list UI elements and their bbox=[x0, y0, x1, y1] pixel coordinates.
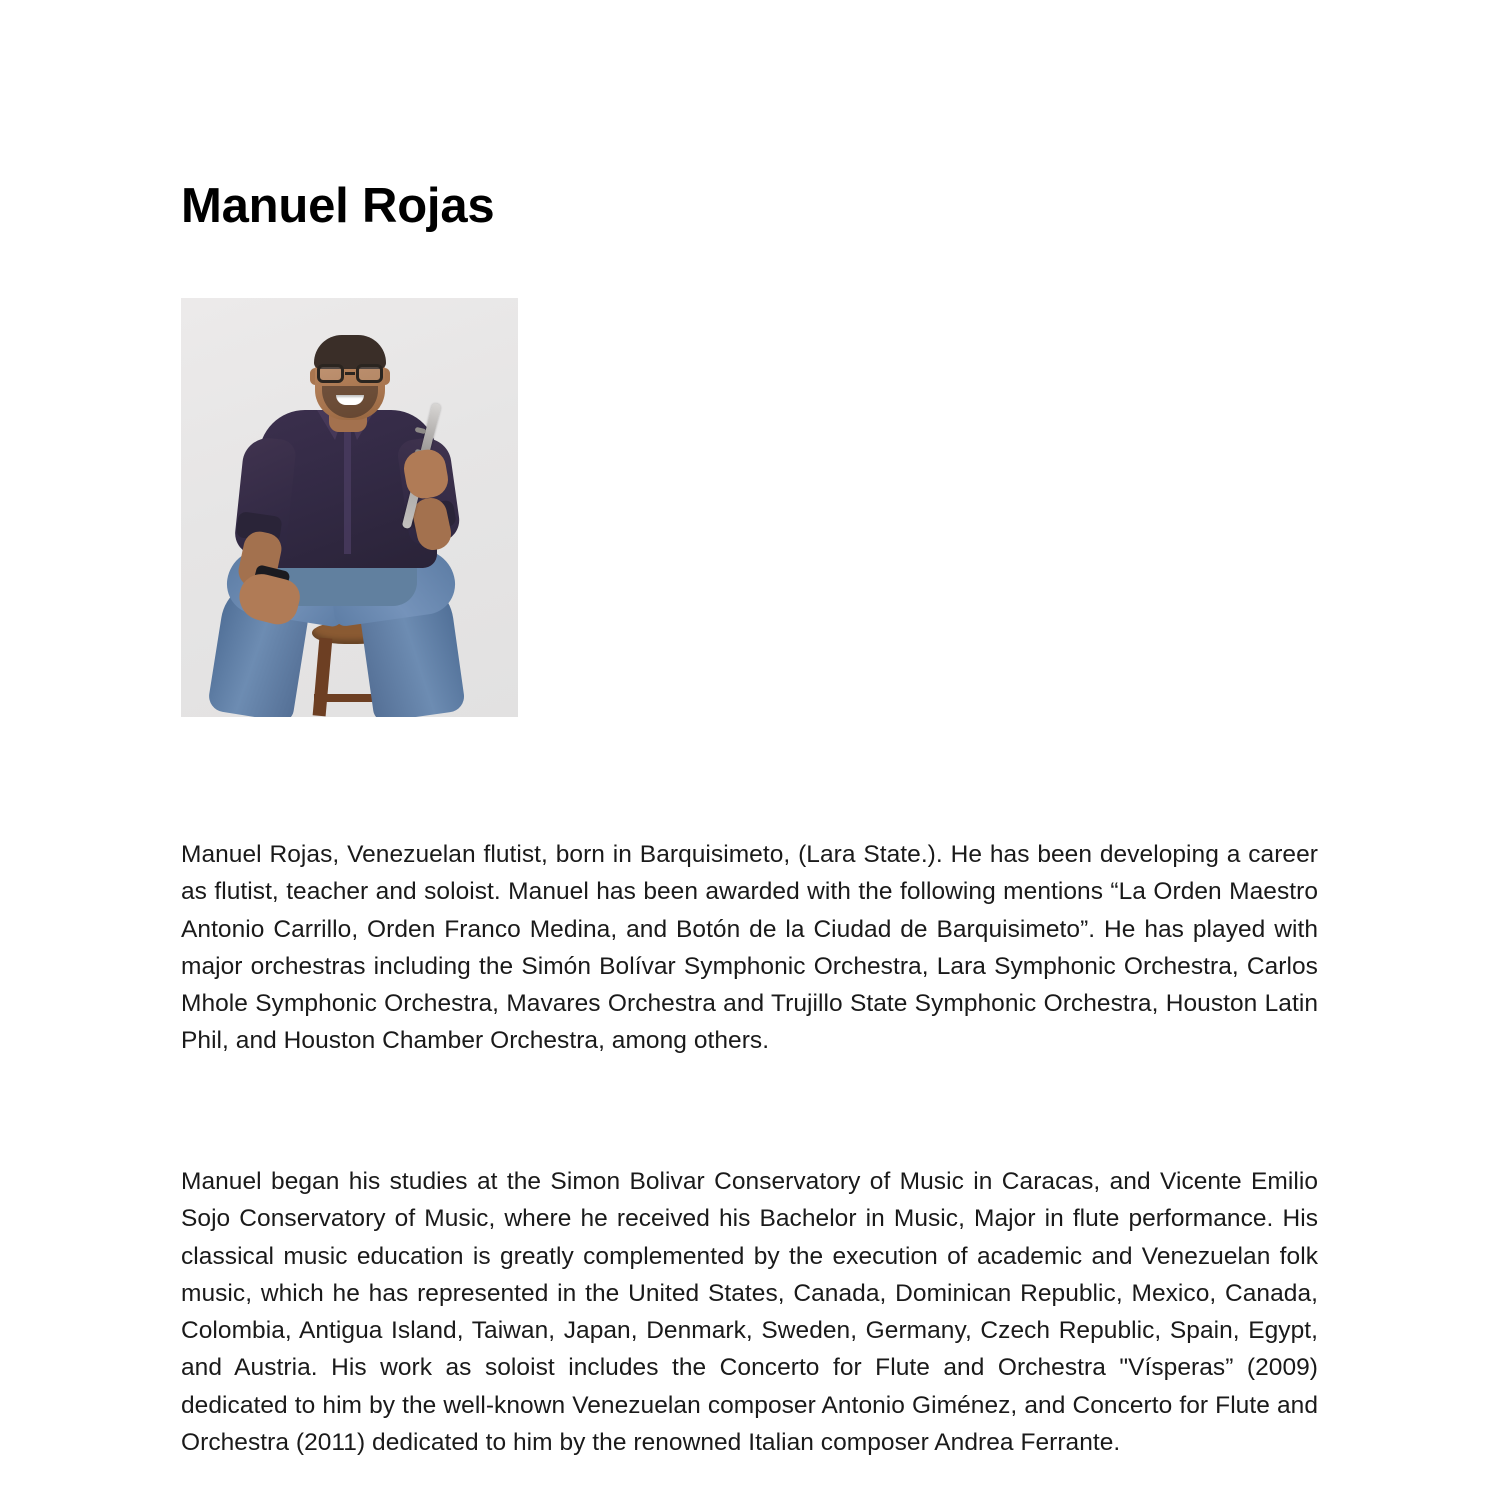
eyeglass-bridge-shape bbox=[345, 372, 355, 375]
biography-paragraph-2: Manuel began his studies at the Simon Bolivar Conservatory of Music in Caracas, and Vicente Emilio Sojo Conservatory of Music, where he received his Bachelor in Music, Major in flute performance. His classical music education is greatly complemented by the execution of academic and Venezuelan folk music, which he has represented in the United States, Canada, Dominican Republic, Mexico, Canada, Colombia, Antigua Island, Taiwan, Japan, Denmark, Sweden, Germany, Czech Republic, Spain, Egypt, and Austria. His work as soloist includes the Concerto for Flute and Orchestra "Vísperas” (2009) dedicated to him by the well-known Venezuelan composer Antonio Giménez, and Concerto for Flute and Orchestra (2011) dedicated to him by the renowned Italian composer Andrea Ferrante. bbox=[181, 1168, 1318, 1457]
shirt-placket-shape bbox=[344, 424, 351, 554]
portrait-background bbox=[181, 298, 518, 717]
eyeglasses-shape bbox=[317, 364, 383, 384]
portrait-photo bbox=[181, 298, 518, 717]
biography-paragraph-1: Manuel Rojas, Venezuelan flutist, born in Barquisimeto, (Lara State.). He has been developing a career as flutist, teacher and soloist. Manuel has been awarded with the following mentions “La Orden Maestro Antonio Carrillo, Orden Franco Medina, and Botón de la Ciudad de Barquisimeto”. He has played with major orchestras including the Simón Bolívar Symphonic Orchestra, Lara Symphonic Orchestra, Carlos Mhole Symphonic Orchestra, Mavares Orchestra and Trujillo State Symphonic Orchestra, Houston Latin Phil, and Houston Chamber Orchestra, among others. bbox=[181, 841, 1318, 1055]
stool-leg-shape bbox=[313, 638, 333, 717]
eyeglass-lens-shape bbox=[317, 364, 344, 383]
page-title: Manuel Rojas bbox=[181, 179, 495, 233]
eyeglass-lens-shape bbox=[356, 364, 383, 383]
